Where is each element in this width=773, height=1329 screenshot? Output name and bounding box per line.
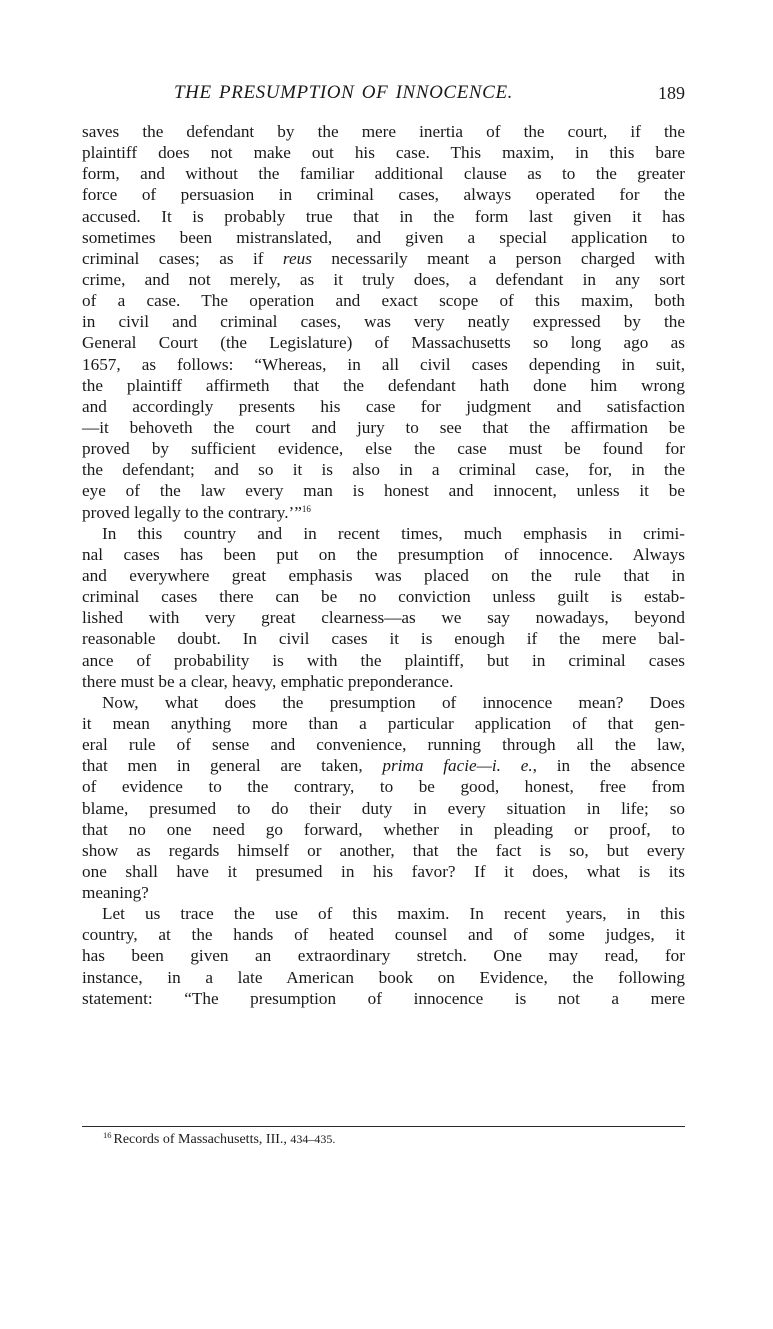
text-line <box>82 396 685 417</box>
text-line <box>82 607 685 628</box>
text-segment: force of persuasion in criminal cases, always operated for the <box>82 185 685 205</box>
text-line <box>82 903 685 924</box>
text-segment: ance of probability is with the plaintiff, but in criminal cases <box>82 650 685 670</box>
text-segment: necessarily meant a person charged with <box>311 248 686 268</box>
italic-term: prima facie—i. e. <box>382 756 533 776</box>
text-segment: show as regards himself or another, that the fact is so, but every <box>82 840 685 860</box>
text-segment: In this country and in recent times, much emphasis in crimi- <box>102 523 685 543</box>
text-segment: and accordingly presents his case for judgment and satisfaction <box>82 396 685 416</box>
text-line <box>82 628 685 649</box>
text-segment: criminal cases; as if <box>82 248 283 268</box>
text-segment: nal cases has been put on the presumption of innocence. Always <box>82 544 685 564</box>
text-segment: proved legally to the contrary.’” <box>82 502 302 522</box>
text-line <box>82 438 685 459</box>
text-segment: reasonable doubt. In civil cases it is enough if the mere bal- <box>82 629 685 649</box>
text-line <box>82 776 685 797</box>
text-segment: meaning? <box>82 883 149 903</box>
text-segment: eral rule of sense and convenience, running through all the law, <box>82 735 685 755</box>
text-line <box>82 184 685 205</box>
text-line <box>82 967 685 988</box>
text-line <box>82 798 685 819</box>
text-line <box>82 882 685 903</box>
text-line <box>82 650 685 671</box>
text-line <box>82 671 685 692</box>
text-segment: that men in general are taken, <box>82 756 383 776</box>
text-line <box>82 459 685 480</box>
text-segment: statement: “The presumption of innocence is not a mere <box>82 988 685 1008</box>
text-segment: the plaintiff affirmeth that the defendant hath done him wrong <box>82 375 685 395</box>
text-line <box>82 290 685 311</box>
page-number: 189 <box>658 83 685 103</box>
text-segment: , in the absence <box>532 756 685 776</box>
text-line <box>82 819 685 840</box>
text-line <box>82 163 685 184</box>
text-segment: of a case. The operation and exact scope of this maxim, both <box>82 291 685 311</box>
text-line <box>82 713 685 734</box>
text-segment: Let us trace the use of this maxim. In recent years, in this <box>102 904 685 924</box>
text-line <box>82 206 685 227</box>
text-segment: form, and without the familiar additional clause as to the greater <box>82 164 685 184</box>
text-line <box>82 311 685 332</box>
text-line <box>82 755 685 776</box>
text-segment: in civil and criminal cases, was very neatly expressed by the <box>82 312 685 332</box>
text-segment: there must be a clear, heavy, emphatic preponderance. <box>82 671 454 691</box>
text-segment: one shall have it presumed in his favor? If it does, what is its <box>82 861 685 881</box>
text-segment: blame, presumed to do their duty in every situation in life; so <box>82 798 685 818</box>
text-segment: sometimes been mistranslated, and given a special application to <box>82 227 685 247</box>
text-segment: instance, in a late American book on Evidence, the following <box>82 967 685 987</box>
text-line <box>82 840 685 861</box>
text-segment: —it behoveth the court and jury to see that the affirmation be <box>82 417 685 437</box>
text-line <box>82 248 685 269</box>
text-line <box>82 945 685 966</box>
running-title: THE PRESUMPTION OF INNOCENCE. <box>174 82 514 103</box>
text-segment: proved by sufficient evidence, else the case must be found for <box>82 439 685 459</box>
text-line <box>82 586 685 607</box>
text-line <box>82 861 685 882</box>
text-line <box>82 417 685 438</box>
text-line <box>82 924 685 945</box>
text-line <box>82 692 685 713</box>
text-segment: has been given an extraordinary stretch. One may read, for <box>82 946 685 966</box>
text-line <box>82 523 685 544</box>
footnote <box>103 1130 335 1149</box>
footnote-reference[interactable]: 16 <box>301 503 311 514</box>
text-segment: accused. It is probably true that in the form last given it has <box>82 206 685 226</box>
text-line <box>82 502 685 523</box>
text-line <box>82 354 685 375</box>
text-segment: it mean anything more than a particular application of that gen- <box>82 713 685 733</box>
text-segment: Now, what does the presumption of innocence mean? Does <box>102 692 685 712</box>
text-segment: eye of the law every man is honest and innocent, unless it be <box>82 481 685 501</box>
text-line <box>82 734 685 755</box>
footnote-rule <box>82 1126 685 1127</box>
text-segment: General Court (the Legislature) of Massachusetts so long ago as <box>82 333 685 353</box>
text-line <box>82 988 685 1009</box>
text-line <box>82 332 685 353</box>
text-segment: 1657, as follows: “Whereas, in all civil cases depending in suit, <box>82 354 685 374</box>
text-segment: the defendant; and so it is also in a criminal case, for, in the <box>82 460 685 480</box>
text-line <box>82 375 685 396</box>
body-text <box>82 121 685 1009</box>
text-line <box>82 269 685 290</box>
footnote-text: Records of Massachusetts, III., <box>113 1132 291 1147</box>
text-segment: crime, and not merely, as it truly does, a defendant in any sort <box>82 269 685 289</box>
text-segment: country, at the hands of heated counsel and of some judges, it <box>82 925 685 945</box>
text-segment: of evidence to the contrary, to be good, honest, free from <box>82 777 685 797</box>
footnote-pages: 434–435. <box>290 1132 336 1146</box>
text-segment: plaintiff does not make out his case. This maxim, in this bare <box>82 143 685 163</box>
text-line <box>82 227 685 248</box>
italic-term: reus <box>282 248 312 268</box>
text-segment: that no one need go forward, whether in pleading or proof, to <box>82 819 685 839</box>
running-head <box>82 82 685 106</box>
text-line <box>82 565 685 586</box>
text-line <box>82 121 685 142</box>
text-line <box>82 544 685 565</box>
text-line <box>82 142 685 163</box>
text-segment: saves the defendant by the mere inertia of the court, if the <box>82 122 685 141</box>
text-line <box>82 480 685 501</box>
footnote-number: 16 <box>103 1130 112 1140</box>
text-segment: lished with very great clearness—as we say nowadays, beyond <box>82 608 685 628</box>
text-segment: and everywhere great emphasis was placed on the rule that in <box>82 565 685 585</box>
text-segment: criminal cases there can be no conviction unless guilt is estab- <box>82 587 685 607</box>
